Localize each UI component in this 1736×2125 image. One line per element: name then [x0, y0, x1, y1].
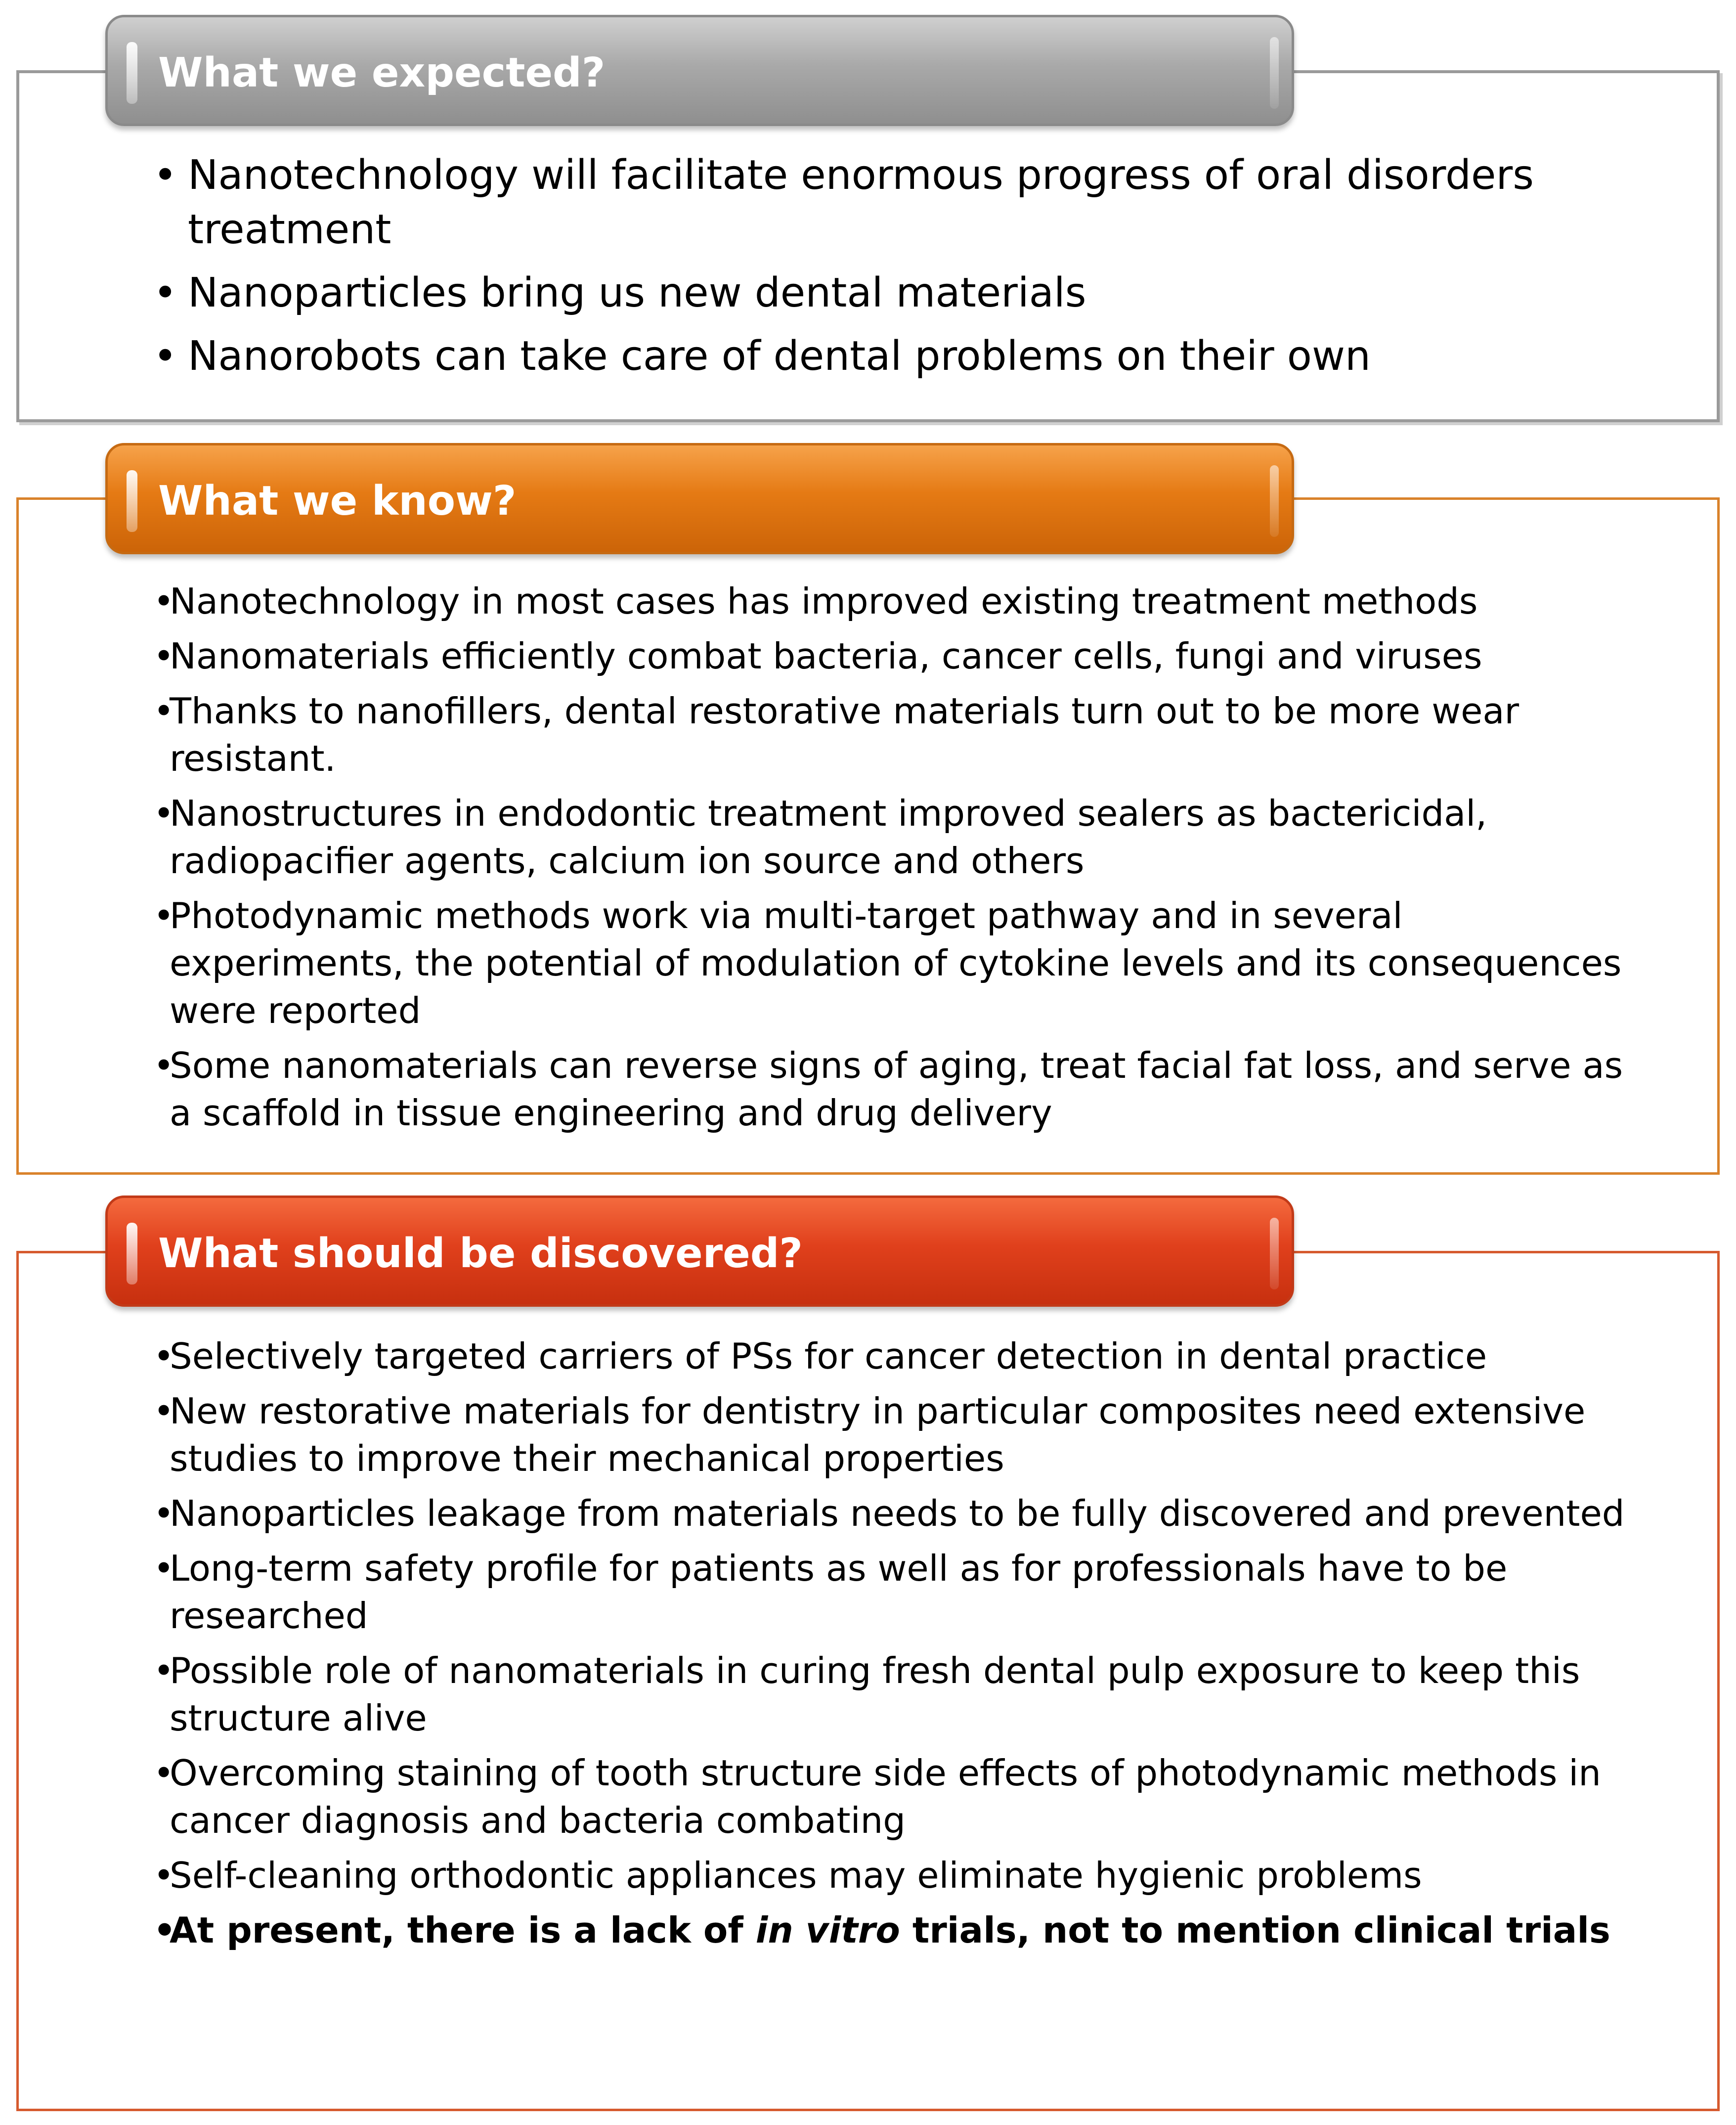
expected-list: [153, 148, 1611, 393]
discover-item: • Possible role of nanomaterials in curing fresh dental pulp exposure to keep this structure alive: [153, 1647, 1636, 1742]
know-list: [153, 577, 1636, 1144]
discover-item: • New restorative materials for dentistry in particular composites need extensive studies to improve their mechanical properties: [153, 1387, 1636, 1482]
know-item: • Nanotechnology in most cases has improved existing treatment methods: [153, 577, 1636, 625]
know-item: • Nanostructures in endodontic treatment improved sealers as bactericidal, radiopacifier agents, calcium ion source and others: [153, 790, 1636, 885]
discover-item: • Self-cleaning orthodontic appliances may eliminate hygienic problems: [153, 1852, 1636, 1899]
final-item-emphasis: in vitro: [755, 1909, 900, 1951]
know-item: • Nanomaterials efficiently combat bacteria, cancer cells, fungi and viruses: [153, 632, 1636, 680]
know-panel-title: What we know?: [105, 443, 1294, 554]
expected-item: • Nanoparticles bring us new dental materials: [153, 266, 1611, 320]
discover-list: [153, 1332, 1636, 1961]
discover-item: • Nanoparticles leakage from materials needs to be fully discovered and prevented: [153, 1490, 1636, 1537]
discover-final-item: [153, 1906, 1636, 1954]
discover-panel-title: What should be discovered?: [105, 1195, 1294, 1307]
know-item: • Photodynamic methods work via multi-target pathway and in several experiments, the potential of modulation of cytokine levels and its consequences were reported: [153, 892, 1636, 1034]
know-item: • Some nanomaterials can reverse signs of aging, treat facial fat loss, and serve as a scaffold in tissue engineering and drug delivery: [153, 1042, 1636, 1137]
discover-item: • Overcoming staining of tooth structure side effects of photodynamic methods in cancer diagnosis and bacteria combating: [153, 1749, 1636, 1844]
expected-item: • Nanorobots can take care of dental problems on their own: [153, 329, 1611, 384]
discover-item: • Selectively targeted carriers of PSs for cancer detection in dental practice: [153, 1332, 1636, 1380]
expected-panel-title: What we expected?: [105, 15, 1294, 126]
discover-item: • Long-term safety profile for patients as well as for professionals have to be researched: [153, 1545, 1636, 1639]
final-item-text-before: At present, there is a lack of: [170, 1909, 756, 1951]
final-item-text-after: trials, not to mention clinical trials: [900, 1909, 1610, 1951]
expected-item: • Nanotechnology will facilitate enormous progress of oral disorders treatment: [153, 148, 1611, 257]
know-item: • Thanks to nanofillers, dental restorative materials turn out to be more wear resistant.: [153, 687, 1636, 782]
